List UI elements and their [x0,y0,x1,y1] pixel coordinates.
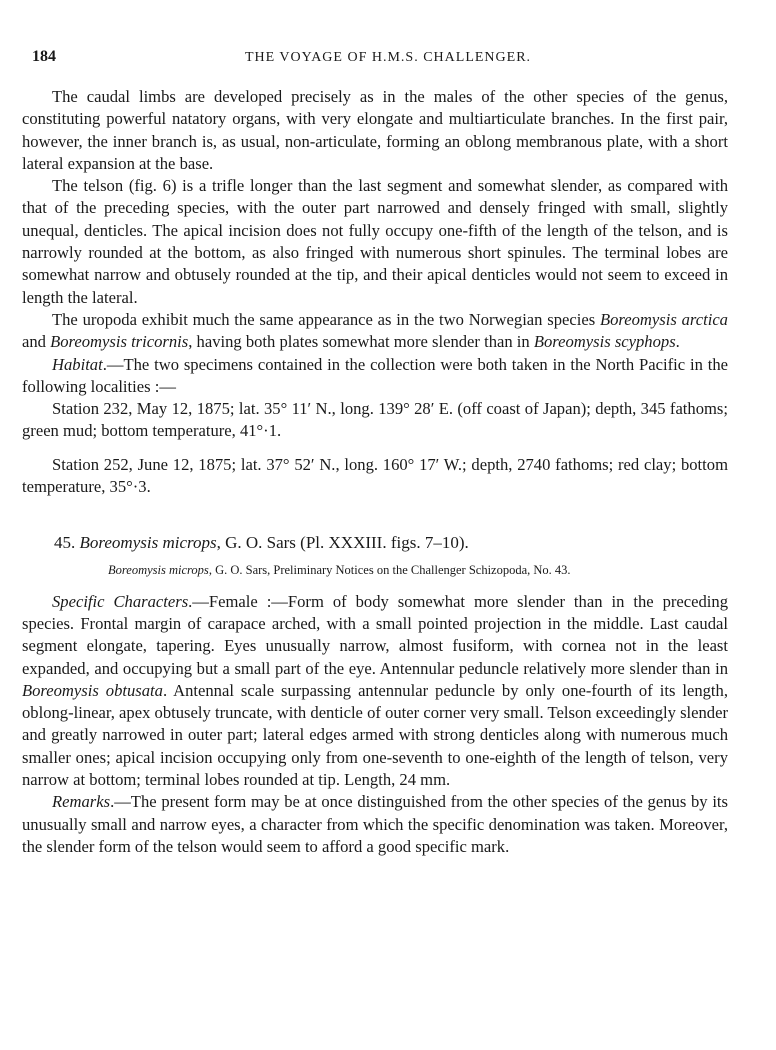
habitat-label: Habitat [52,354,103,374]
specific-characters-text-1: .—Female :—Form of body somewhat more slender than in the preceding species. Frontal margin of carapace arched, with a small pointed projection in the middle. Last caudal segment elongate, tapering. Eyes unusually narrow, almost fusiform, with cornea not in the least expanded, and occupying but a small part of the eye. Antennular peduncle relatively more slender than in [22,591,728,678]
species-name-arctica: Boreomysis arctica [599,309,728,329]
uropoda-text-4: . [675,332,680,352]
page-number: 184 [32,48,56,65]
remarks-text: .—The present form may be at once distinguished from the other species of the genus by its unusually small and narrow eyes, a character from which the specific denomination was taken. Moreover, the slender form of the telson would seem to afford a good specific mark. [22,792,728,856]
uropoda-text-3: , having both plates somewhat more slender than in [188,332,534,352]
uropoda-text-1: The uropoda exhibit much the same appearance as in the two Norwegian species [52,309,600,329]
synonymy-name: Boreomysis microps [108,562,209,577]
paragraph-specific-characters [22,591,728,792]
species-name-obtusata: Boreomysis obtusata [22,680,163,700]
paragraph-habitat [22,354,728,399]
species-heading-name: Boreomysis microps [79,533,217,553]
page-header [32,48,744,70]
running-title: THE VOYAGE OF H.M.S. CHALLENGER. [244,50,532,65]
remarks-label: Remarks [52,792,111,812]
paragraph-uropoda [22,309,728,354]
paragraph-station-252: Station 252, June 12, 1875; lat. 37° 52′ N., long. 160° 17′ W.; depth, 2740 fathoms; red clay; bottom temperature, 35°·3. [22,454,728,497]
paragraph-station-232: Station 232, May 12, 1875; lat. 35° 11′ N., long. 139° 28′ E. (off coast of Japan); depth, 345 fathoms; green mud; bottom temperature, 41°·1. [22,399,728,441]
paragraph-remarks [22,791,728,858]
habitat-text: .—The two specimens contained in the collection were both taken in the North Pacific in the following localities :— [22,354,728,396]
species-heading-rest: , G. O. Sars (Pl. XXXIII. figs. 7–10). [216,533,469,553]
specific-characters-text-2: . Antennal scale surpassing antennular peduncle by only one-fourth of its length, oblong-linear, apex obtusely truncate, with denticle of outer corner very small. Telson exceedingly slender and greatly narrowed in outer part; lateral edges armed with strong denticles along with numerous much smaller ones; apical incision occupying only from one-seventh to one-eighth of the length of telson, very narrow at bottom; terminal lobes rounded at tip. Length, 24 mm. [22,680,728,790]
synonymy-line [22,561,728,579]
paragraph-telson: The telson (fig. 6) is a trifle longer than the last segment and somewhat slender, as compared with that of the preceding species, with the outer part narrowed and densely fringed with small, slightly unequal, denticles. The apical incision does not fully occupy one-fifth of the length of the telson, and is narrowly rounded at the bottom, as also fringed with numerous short spinules. The terminal lobes are somewhat narrow and obtusely rounded at the tip, and their apical denticles would not seem to exceed in length the lateral. [22,176,728,307]
uropoda-text-2: and [22,332,51,352]
species-heading [22,532,728,554]
species-name-scyphops: Boreomysis scyphops [533,332,676,352]
synonymy-rest: , G. O. Sars, Preliminary Notices on the Challenger Schizopoda, No. 43. [208,562,571,577]
species-number: 45. [54,533,80,553]
specific-characters-label: Specific Characters [52,591,189,611]
species-name-tricornis: Boreomysis tricornis [50,332,189,352]
body-text [22,86,728,858]
paragraph-caudal-limbs: The caudal limbs are developed precisely as in the males of the other species of the genus, constituting powerful natatory organs, with very elongate and multiarticulate branches. In the first pair, however, the inner branch is, as usual, non-articulate, forming an oblong membranous plate, with a short lateral expansion at the base. [22,87,728,173]
